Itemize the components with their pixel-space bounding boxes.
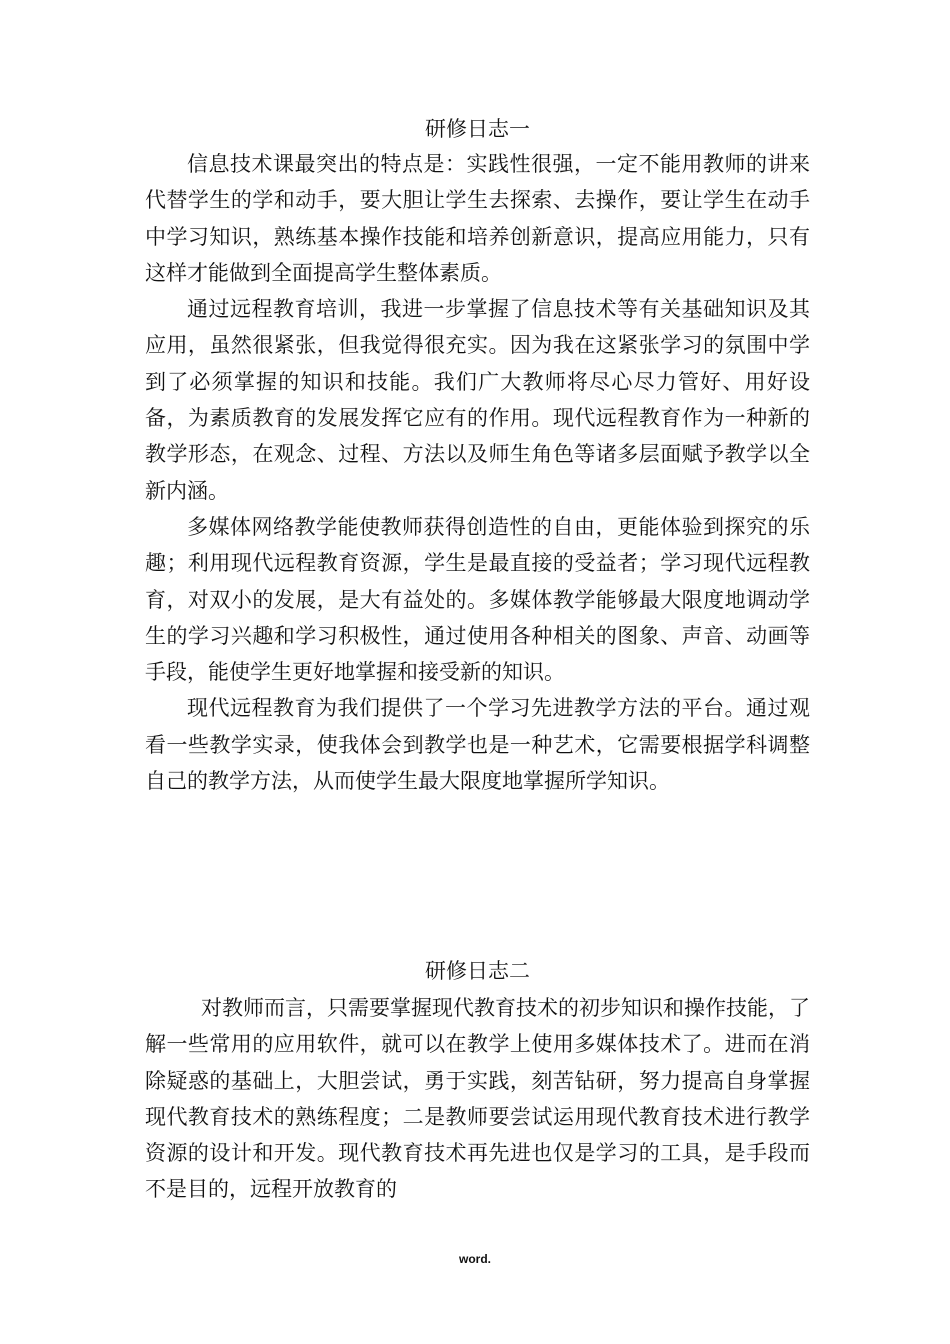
entry-paragraph: 现代远程教育为我们提供了一个学习先进教学方法的平台。通过观看一些教学实录，使我体会到教学也是一种艺术，它需要根据学科调整自己的教学方法，从而使学生最大限度地掌握所学知识。 (145, 696, 810, 794)
entry-paragraph: 多媒体网络教学能使教师获得创造性的自由，更能体验到探究的乐趣；利用现代远程教育资源，学生是最直接的受益者；学习现代远程教育，对双小的发展，是大有益处的。多媒体教学能够最大限度地调动学生的学习兴趣和学习积极性，通过使用各种相关的图象、声音、动画等手段，能使学生更好地掌握和接受新的知识。 (145, 514, 810, 685)
entry-title: 研修日志一 (425, 117, 530, 141)
page-footer: word. (459, 1252, 491, 1266)
entry-paragraph: 通过远程教育培训，我进一步掌握了信息技术等有关基础知识及其应用，虽然很紧张，但我觉得很充实。因为我在这紧张学习的氛围中学到了必须掌握的知识和技能。我们广大教师将尽心尽力管好、用好设备，为素质教育的发展发挥它应有的作用。现代远程教育作为一种新的教学形态，在观念、过程、方法以及师生角色等诸多层面赋予教学以全新内涵。 (145, 297, 810, 503)
entry-paragraph: 信息技术课最突出的特点是：实践性很强，一定不能用教师的讲来代替学生的学和动手，要大胆让学生去探索、去操作，要让学生在动手中学习知识，熟练基本操作技能和培养创新意识，提高应用能力，只有这样才能做到全面提高学生整体素质。 (145, 152, 810, 285)
journal-entry-two (145, 954, 810, 1208)
journal-entry-one (145, 112, 810, 799)
entry-paragraph: 对教师而言，只需要掌握现代教育技术的初步知识和操作技能，了解一些常用的应用软件，就可以在教学上使用多媒体技术了。进而在消除疑惑的基础上，大胆尝试，勇于实践，刻苦钻研，努力提高自身掌握现代教育技术的熟练程度；二是教师要尝试运用现代教育技术进行教学资源的设计和开发。现代教育技术再先进也仅是学习的工具，是手段而不是目的，远程开放教育的 (145, 996, 810, 1202)
entry-title: 研修日志二 (425, 959, 530, 983)
